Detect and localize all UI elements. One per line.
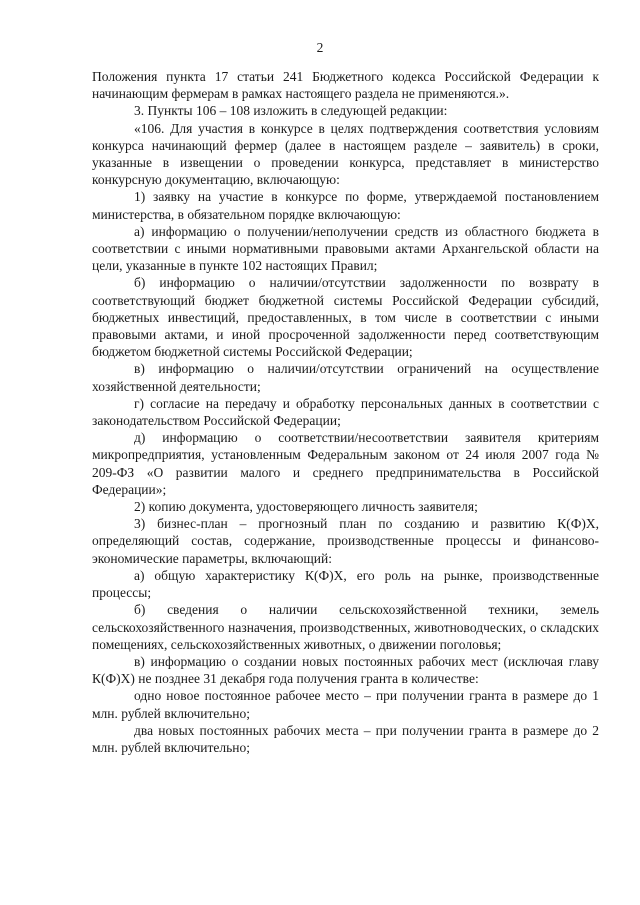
paragraph-subitem-1v: в) информацию о наличии/отсутствии ограничений на осуществление хозяйственной деятельности;: [92, 361, 599, 394]
paragraph-subitem-2: 2) копию документа, удостоверяющего личность заявителя;: [134, 499, 478, 515]
paragraph-jobs-2: два новых постоянных рабочих места – при получении гранта в размере до 2 млн. рублей включительно;: [92, 722, 599, 755]
paragraph-106: «106. Для участия в конкурсе в целях подтверждения соответствия условиям конкурса начинающий фермер (далее в настоящем разделе – заявитель) в сроки, указанные в извещении о проведении конкурса, представляет в министерство конкурсную документацию, включающую:: [92, 120, 599, 188]
paragraph-subitem-3v: в) информацию о создании новых постоянных рабочих мест (исключая главу К(Ф)Х) не позднее 31 декабря года получения гранта в количестве:: [92, 653, 599, 687]
paragraph-subitem-1b: б) информацию о наличии/отсутствии задолженности по возврату в соответствующий бюджет бюджетной системы Российской Федерации субсидий, бюджетных инвестиций, предоставленных, в том числе в соответствии с иными правовыми актами, и иной просроченной задолженности перед соответствующим бюджетом бюджетной системы Российской Федерации;: [92, 275, 599, 360]
paragraph-subitem-1g: г) согласие на передачу и обработку персональных данных в соответствии с законодательством Российской Федерации;: [92, 395, 599, 429]
paragraph-subitem-3: 3) бизнес-план – прогнозный план по созданию и развитию К(Ф)Х, определяющий состав, содержание, производственные процессы и финансово-экономические параметры, включающий:: [92, 516, 599, 566]
document-body: [92, 68, 599, 756]
paragraph-subitem-1a: а) информацию о получении/неполучении средств из областного бюджета в соответствии с иными нормативными правовыми актами Архангельской области на цели, указанные в пункте 102 настоящих Правил;: [92, 223, 599, 274]
paragraph-subitem-3b: б) сведения о наличии сельскохозяйственной техники, земель сельскохозяйственного назначения, производственных, животноводческих, о складских помещениях, сельскохозяйственных животных, о движении поголовья;: [92, 602, 599, 652]
page-number: 2: [316, 40, 324, 55]
paragraph-jobs-1: одно новое постоянное рабочее место – при получении гранта в размере до 1 млн. рублей включительно;: [92, 688, 599, 721]
paragraph-item-3: 3. Пункты 106 – 108 изложить в следующей редакции:: [134, 103, 448, 119]
paragraph-subitem-1: 1) заявку на участие в конкурсе по форме, утверждаемой постановлением министерства, в обязательном порядке включающую:: [92, 189, 599, 222]
paragraph-continuation: Положения пункта 17 статьи 241 Бюджетного кодекса Российской Федерации к начинающим фермерам в рамках настоящего раздела не применяются.».: [92, 69, 599, 102]
paragraph-subitem-3a: а) общую характеристику К(Ф)Х, его роль на рынке, производственные процессы;: [92, 567, 599, 601]
paragraph-subitem-1d: д) информацию о соответствии/несоответствии заявителя критериям микропредприятия, установленным Федеральным законом от 24 июля 2007 года № 209-ФЗ «О развитии малого и среднего предпринимательства в Российской Федерации»;: [92, 430, 599, 497]
